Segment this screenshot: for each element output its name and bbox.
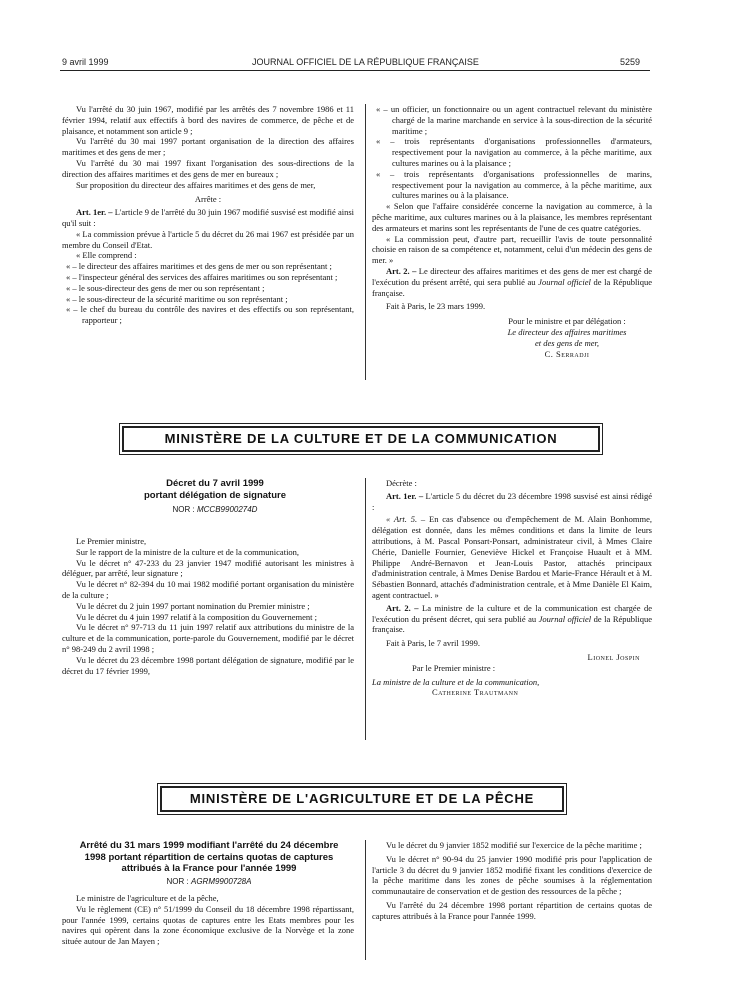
paragraph: Vu l'arrêté du 30 mai 1997 portant organisation de la direction des affaires maritimes et des gens de mer ; [62, 136, 354, 158]
list-item: « – trois représentants d'organisations professionnelles d'armateurs, respectivement pour la navigation au commerce, à la pêche maritime, aux cultures marines ou à la plaisance ; [376, 136, 652, 168]
paragraph: Le Premier ministre, [76, 536, 147, 546]
nor-line [100, 505, 330, 514]
arrete-heading: Arrête : [194, 194, 222, 205]
article-1 [372, 491, 652, 513]
list-item: « – le sous-directeur des gens de mer ou son représentant ; [66, 282, 265, 293]
list-item: « – un officier, un fonctionnaire ou un agent contractuel relevant du ministère chargé de la marine marchande en service à la sous-direction de la sécurité maritime ; [376, 104, 652, 136]
paragraph: Vu l'arrêté du 30 mai 1997 fixant l'organisation des sous-directions de la direction des affaires maritimes et des gens de mer en bureaux ; [62, 157, 354, 179]
signature-block [372, 316, 652, 359]
article-label: Art. 2. – [386, 265, 417, 276]
article-text: de la République française. [372, 613, 653, 635]
arrete-title: attribués à la France pour l'année 1999 [121, 863, 297, 874]
paragraph: Vu le décret n° 82-394 du 10 mai 1982 modifié portant organisation du ministère de la culture ; [62, 579, 354, 600]
paragraph: Vu le décret n° 90-94 du 25 janvier 1990 modifié pris pour l'application de l'article 3 du décret du 9 janvier 1852 modifié fixant les conditions d'exercice de la pêche maritime dans les zones de pêche soumises à la réglementation communautaire de conservation et de gestion des ressources de la pêche ; [372, 853, 652, 897]
article-label: Art. 1er. – [386, 490, 424, 501]
paragraph: Vu l'arrêté du 30 juin 1967, modifié par les arrêtés des 7 novembre 1986 et 11 février 1994, relatif aux effectifs à bord des navires de commerce, de pêche et de plaisance, et notamment son article 9 ; [62, 104, 354, 136]
paragraph: Sur proposition du directeur des affaires maritimes et des gens de mer, [76, 179, 316, 190]
fait-line: Fait à Paris, le 7 avril 1999. [386, 638, 480, 649]
decree-subtitle: portant délégation de signature [144, 489, 286, 501]
nor-code: AGRM9900728A [190, 876, 252, 886]
column-divider [365, 478, 366, 740]
paragraph: « La commission peut, d'autre part, recueillir l'avis de toute personnalité choisie en raison de sa compétence et, notamment, celui d'un médecin des gens de mer. » [372, 233, 652, 266]
signature-name: Catherine Trautmann [432, 687, 519, 698]
article-5 [372, 514, 652, 600]
list-item: « – trois représentants d'organisations professionnelles de marins, respectivement pour la navigation au commerce, à la pêche maritime, aux cultures marines ou à la plaisance. [376, 168, 652, 201]
signature-title: La ministre de la culture et de la communication, [372, 676, 540, 687]
article-label: Art. 1er. – [76, 207, 113, 218]
paragraph: Le ministre de l'agriculture et de la pêche, [76, 893, 219, 903]
ministry-banner: MINISTÈRE DE L'AGRICULTURE ET DE LA PÊCHE [160, 786, 564, 812]
column-divider [365, 840, 366, 960]
nor-line [62, 877, 356, 886]
paragraph: « Selon que l'affaire considérée concerne la navigation au commerce, à la pêche maritime, aux cultures marines ou à la plaisance, les membres représentant des armateurs et marins sont les représentants de l'une de ces quatre catégories. [372, 201, 652, 233]
column-divider [365, 104, 366, 380]
decrete-heading: Décrète : [386, 478, 417, 488]
decree-title-block [100, 478, 330, 522]
arrete-title-block [62, 840, 356, 892]
article-text: Le directeur des affaires maritimes et des gens de mer est chargé de l'exécution du présent arrêté, qui sera publié au [372, 265, 653, 287]
signature-title: Le directeur des affaires maritimes [507, 326, 627, 337]
paragraph: Vu le décret n° 97-713 du 11 juin 1997 relatif aux attributions du ministre de la culture et de la communication, porte-parole du Gouvernement, modifié par le décret n° 98-249 du 2 avril 1998 ; [62, 622, 354, 654]
decree-right-column [372, 478, 652, 698]
header-rule [60, 70, 650, 71]
article-text: La ministre de la culture et de la communication est chargée de l'exécution du présent décret, qui sera publié au [372, 602, 653, 624]
paragraph: Vu le décret du 23 décembre 1998 portant délégation de signature, modifié par le décret du 17 février 1999, [62, 654, 354, 676]
decree-title: Décret du 7 avril 1999 [166, 478, 264, 489]
journal-name: Journal officiel [538, 276, 591, 287]
article-text: de la République française. [372, 276, 653, 298]
top-right-column [372, 104, 652, 359]
paragraph: Vu le décret du 9 janvier 1852 modifié sur l'exercice de la pêche maritime ; [386, 840, 642, 850]
article-text: L'article 9 de l'arrêté du 30 juin 1967 modifié susvisé est modifié ainsi qu'il suit : [62, 207, 354, 228]
signature-name: Lionel Jospin [587, 651, 640, 662]
nor-code: MCCB9900274D [196, 505, 258, 514]
paragraph: « La commission prévue à l'article 5 du décret du 26 mai 1967 est présidée par un membre du Conseil d'Etat. [62, 228, 354, 250]
arrete-title: Arrêté du 31 mars 1999 modifiant l'arrêté du 24 décembre [79, 840, 339, 851]
paragraph: Vu le décret du 4 juin 1997 relatif à la composition du Gouvernement ; [76, 611, 317, 622]
paragraph: Vu le règlement (CE) n° 51/1999 du Conseil du 18 décembre 1998 répartissant, pour l'année 1999, certains quotas de captures entre les Etats membres pour les navires qui opèrent dans la zone économique exclusive de la Norvège et la zone située autour de Jan Mayen ; [62, 903, 354, 947]
header-page-number: 5259 [620, 57, 641, 67]
signature-line: Par le Premier ministre : [412, 662, 496, 673]
list-item: « – l'inspecteur général des services des affaires maritimes ou son représentant ; [66, 271, 338, 282]
nor-label: NOR : [172, 505, 195, 514]
ministry-banner: MINISTÈRE DE LA CULTURE ET DE LA COMMUNICATION [122, 426, 600, 452]
paragraph: Vu l'arrêté du 24 décembre 1998 portant répartition de certains quotas de captures attribués à la France pour l'année 1999. [372, 899, 652, 921]
article-2 [372, 266, 652, 298]
nor-label: NOR : [166, 876, 189, 886]
header-journal-title: JOURNAL OFFICIEL DE LA RÉPUBLIQUE FRANÇAISE [252, 57, 479, 67]
paragraph: Vu le décret n° 47-233 du 23 janvier 1947 modifié autorisant les ministres à déléguer, par arrêté, leur signature ; [62, 557, 354, 579]
top-left-column [62, 104, 354, 326]
paragraph: « Elle comprend : [76, 250, 137, 261]
arrete-right-column [372, 840, 652, 922]
signature-line: Pour le ministre et par délégation : [508, 316, 626, 327]
signature-title: et des gens de mer, [535, 337, 599, 348]
article-text: L'article 5 du décret du 23 décembre 1998 susvisé est ainsi rédigé : [372, 490, 653, 512]
fait-line: Fait à Paris, le 23 mars 1999. [386, 301, 486, 312]
journal-name: Journal officiel [538, 613, 592, 624]
list-item: « – le chef du bureau du contrôle des navires et des effectifs ou son représentant, rapporteur ; [66, 304, 354, 326]
article-2 [372, 603, 652, 635]
article-label: « Art. 5. – [386, 514, 426, 525]
list-item: « – le directeur des affaires maritimes et des gens de mer ou son représentant ; [66, 261, 332, 272]
paragraph: Vu le décret du 2 juin 1997 portant nomination du Premier ministre ; [76, 600, 310, 611]
arrete-title: 1998 portant répartition de certains quotas de captures [84, 851, 334, 863]
signature-name: C. Serradji [544, 348, 590, 359]
decree-left-column [62, 536, 354, 676]
article-1 [62, 207, 354, 229]
article-text: En cas d'absence ou d'empêchement de M. Alain Bonhomme, délégation est donnée, dans les mêmes conditions et dans la limite de leurs attributions, à M. Pascal Ponsart-Ponsart, administrateur civil, à Mmes Claire Chérie, Danielle Fournier, Geneviève Hickel et Françoise Huault et à MM. Philippe André-Bernavon et Jean-Louis Pastor, attachés principaux d'administration centrale, à Mmes Denise Bardou et Marie-France Hérault et à M. Sébastien Bonnard, attachés d'administration centrale, et à Mme Danièle El Kaim, agent contractuel. » [372, 514, 652, 600]
header-date: 9 avril 1999 [62, 57, 109, 67]
article-label: Art. 2. – [386, 602, 419, 613]
arrete-left-column [62, 893, 354, 947]
paragraph: Sur le rapport de la ministre de la culture et de la communication, [76, 546, 300, 557]
list-item: « – le sous-directeur de la sécurité maritime ou son représentant ; [66, 293, 288, 304]
